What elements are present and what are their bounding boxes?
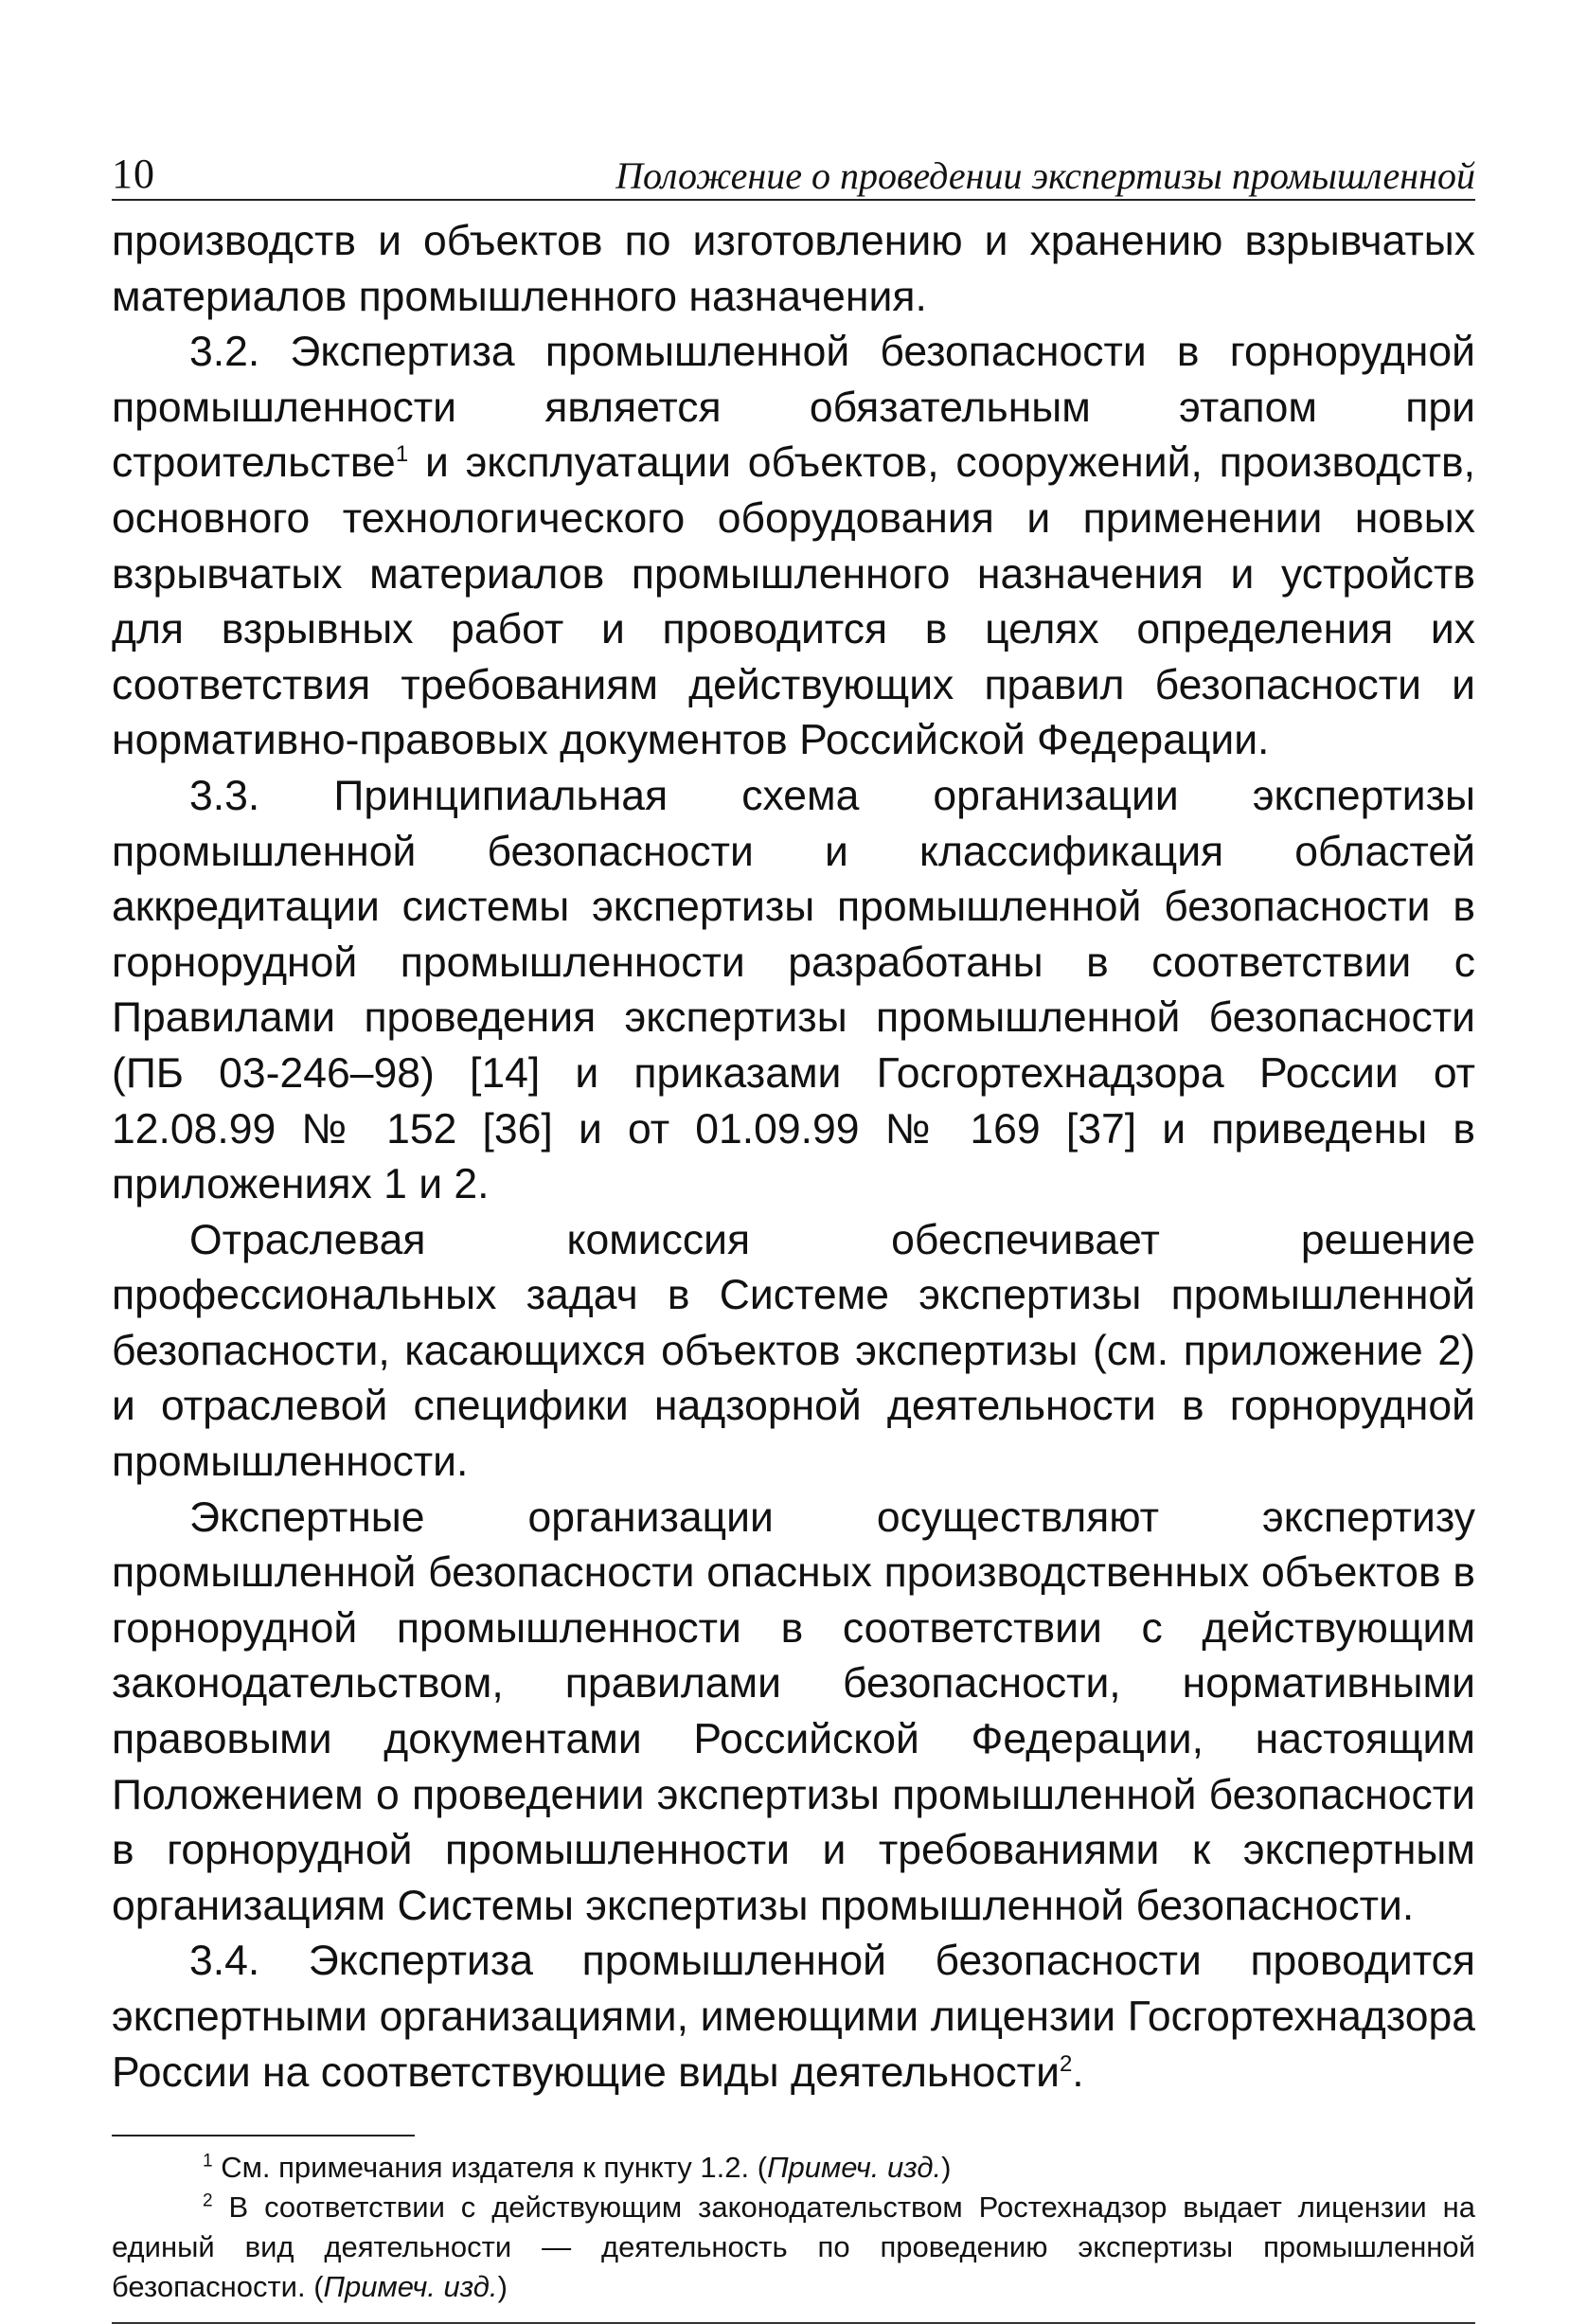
paragraph-3-4 [112, 1934, 1475, 2101]
footnote-mark: 2 [203, 2190, 213, 2211]
body-text [112, 214, 1475, 2101]
paragraph-3-3 [112, 769, 1475, 1213]
document-page [112, 142, 1475, 2324]
footnote-text: В соответствии с действующим законодательством Ростехнадзор выдает лицензии на единый вид деятельности — деятельность по проведению экспертизы промышленной безопасности. ( [112, 2190, 1475, 2304]
footnote-ref-2: 2 [1059, 2050, 1073, 2077]
paragraph-text: 3.4. Экспертиза промышленной безопасности проводится экспертными организациями, имеющими лицензии Госгортехнадзора России на соответствующие виды деятельности [112, 1938, 1475, 2096]
paragraph-commission [112, 1213, 1475, 1491]
paragraph-text: 3.3. Принципиальная схема организации экспертизы промышленной безопасности и классификация областей аккредитации системы экспертизы промышленной безопасности в горнорудной промышленности разработаны в соответствии с Правилами проведения экспертизы промышленной безопасности (ПБ 03-246–98) [14] и приказами Госгортехнадзора России от 12.08.99 № 152 [36] и от 01.09.99 № 169 [37] и приведены в приложениях 1 и 2. [112, 772, 1475, 1208]
paragraph-expert-organizations [112, 1491, 1475, 1935]
running-title: Положение о проведении экспертизы промышленной [615, 154, 1475, 197]
footnote-1 [112, 2148, 1475, 2188]
footnotes [112, 2148, 1475, 2307]
footnote-close: ) [497, 2270, 508, 2304]
running-header [112, 142, 1475, 201]
paragraph-text: 3.2. Экспертиза промышленной безопасности в горнорудной промышленности является обязательным этапом при строительстве [112, 329, 1475, 487]
paragraph-text: Отраслевая комиссия обеспечивает решение профессиональных задач в Системе экспертизы промышленной безопасности, касающихся объектов экспертизы (см. приложение 2) и отраслевой специфики надзорной деятельности в горнорудной промышленности. [112, 1216, 1475, 1486]
page-number: 10 [112, 151, 155, 197]
paragraph-text: производств и объектов по изготовлению и хранению взрывчатых материалов промышленного назначения. [112, 218, 1475, 320]
paragraph-text: . [1072, 2048, 1084, 2096]
footnote-mark: 1 [203, 2151, 213, 2172]
paragraph-text: Экспертные организации осуществляют экспертизу промышленной безопасности опасных производственных объектов в горнорудной промышленности в соответствии с действующим законодательством, правилами безопасности, нормативными правовыми документами Российской Федерации, настоящим Положением о проведении экспертизы промышленной безопасности в горнорудной промышленности и требованиями к экспертным организациям Системы экспертизы промышленной безопасности. [112, 1493, 1475, 1929]
footnote-note: Примеч. изд. [767, 2151, 942, 2185]
footnote-2 [112, 2188, 1475, 2307]
footnote-close: ) [941, 2151, 952, 2185]
paragraph-continuation [112, 214, 1475, 325]
footnote-separator [112, 2135, 415, 2136]
paragraph-3-2 [112, 325, 1475, 769]
footnote-text: См. примечания издателя к пункту 1.2. ( [212, 2151, 768, 2185]
footnote-ref-1: 1 [395, 441, 409, 468]
paragraph-text: и эксплуатации объектов, сооружений, производств, основного технологического оборудования и применении новых взрывчатых материалов промышленного назначения и устройств для взрывных работ и проводится в целях определения их соответствия требованиям действующих правил безопасности и нормативно-правовых документов Российской Федерации. [112, 439, 1475, 764]
footnote-note: Примеч. изд. [323, 2270, 498, 2304]
